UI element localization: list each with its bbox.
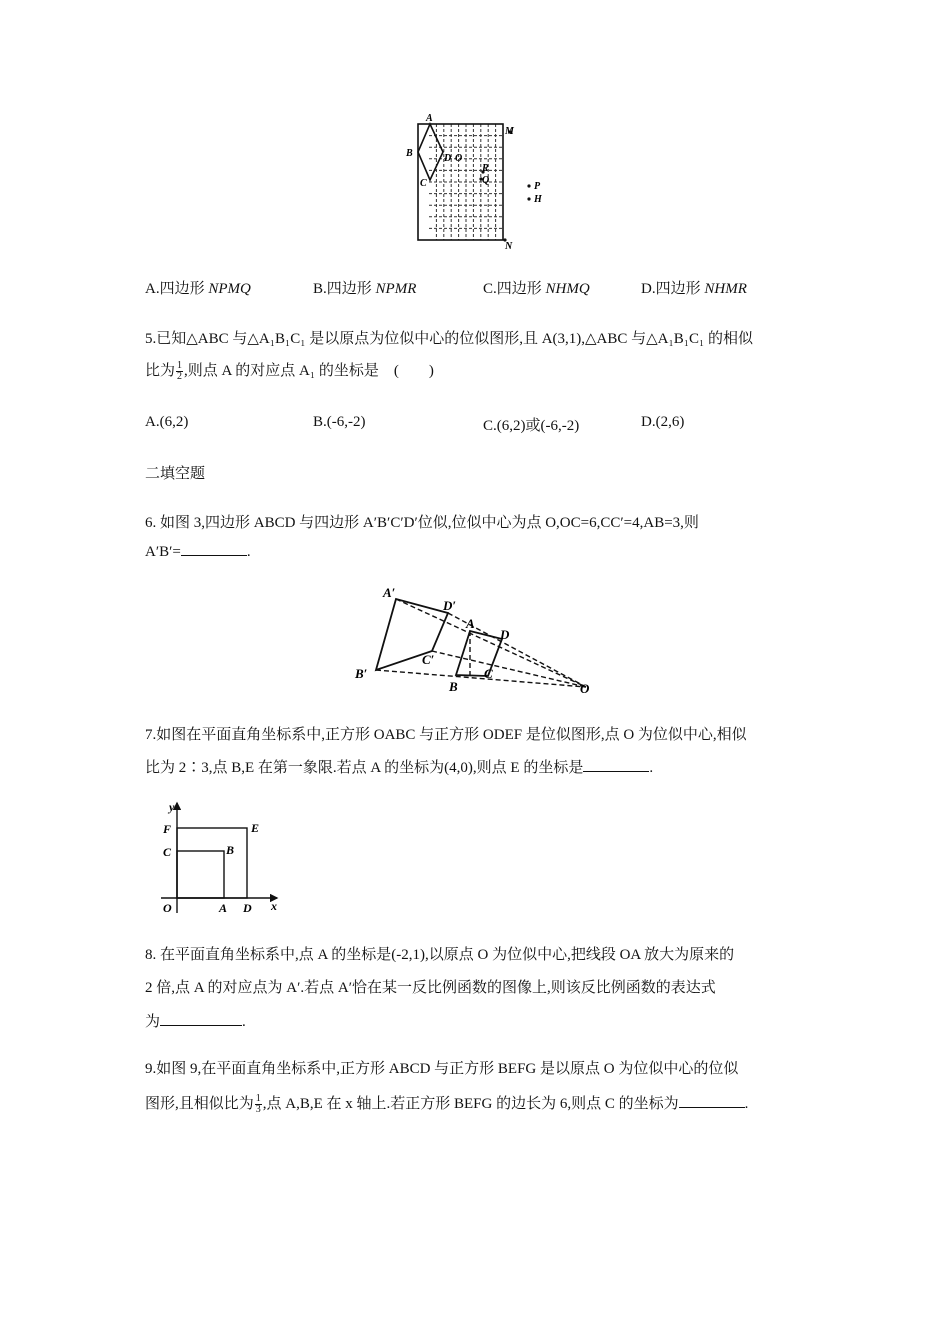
q7-line-2: 比为 2∶3,点 B,E 在第一象限.若点 A 的坐标为(4,0),则点 E 的坐标是 . bbox=[145, 760, 654, 776]
grid-lines bbox=[429, 124, 503, 240]
label-o: O bbox=[580, 681, 590, 696]
q8-line-3: 为 . bbox=[145, 1014, 246, 1030]
square-oabc bbox=[177, 851, 224, 898]
label-c: C bbox=[484, 666, 493, 681]
label-c: C bbox=[163, 845, 172, 859]
label-q: Q bbox=[482, 175, 490, 186]
fraction-one-half: $\frac{1}{2}$ bbox=[177, 360, 183, 383]
q4-option-a: A.四边形 NPMQ bbox=[145, 281, 251, 297]
label-e: E bbox=[251, 821, 260, 835]
label-b-prime: B′ bbox=[355, 666, 368, 681]
q6-line-2: A′B′= . bbox=[145, 544, 251, 560]
answer-blank bbox=[679, 1106, 745, 1108]
label-h: H bbox=[534, 194, 542, 205]
q9-line-2: 图形,且相似比为 $\frac{1}{3}$ ,点 A,B,E 在 x 轴上.若正方形 BEFG 的边长为 6,则点 C 的坐标为 . bbox=[145, 1093, 749, 1116]
q8-line-1: 8. 在平面直角坐标系中,点 A 的坐标是(-2,1),以原点 O 为位似中心,把线段 OA 放大为原来的 bbox=[145, 947, 735, 963]
q5-line-1: 5.已知△ABC 与△A₁B₁C₁ 是以原点为位似中心的位似图形,且 A(3,1),△ABC 与△A₁B₁C₁ 的相似 bbox=[145, 331, 753, 347]
q4-option-c: C.四边形 NHMQ bbox=[483, 281, 590, 297]
label-y: y bbox=[169, 800, 175, 814]
square-odef bbox=[177, 828, 247, 898]
q5-option-c: C.(6,2)或(-6,-2) bbox=[483, 418, 580, 434]
label-b: B bbox=[226, 843, 235, 857]
label-x: x bbox=[271, 899, 277, 913]
label-a-prime: A′ bbox=[383, 585, 396, 600]
label-d-prime: D′ bbox=[443, 598, 457, 613]
label-p: P bbox=[534, 181, 541, 192]
homothety-figure bbox=[350, 583, 600, 698]
label-a: A bbox=[466, 616, 475, 631]
q4-option-b: B.四边形 NPMR bbox=[313, 281, 417, 297]
label-o: O bbox=[455, 153, 463, 164]
q4-option-d: D.四边形 NHMR bbox=[641, 281, 747, 297]
q5-option-b: B.(-6,-2) bbox=[313, 414, 366, 430]
coordinate-figure bbox=[155, 797, 285, 919]
q5-line-2: 比为 $\frac{1}{2}$ ,则点 A 的对应点 A₁ 的坐标是 ( ) bbox=[145, 360, 434, 383]
rhombus-abcd bbox=[418, 124, 443, 180]
grid-figure bbox=[405, 112, 555, 254]
q6-line-1: 6. 如图 3,四边形 ABCD 与四边形 A′B′C′D′位似,位似中心为点 O,OC=6,CC′=4,AB=3,则 bbox=[145, 515, 699, 531]
q8-line-2: 2 倍,点 A 的对应点为 A′.若点 A′恰在某一反比例函数的图像上,则该反比例函数的表达式 bbox=[145, 980, 716, 996]
label-a: A bbox=[426, 113, 433, 124]
answer-blank bbox=[181, 554, 247, 556]
section-title: 二填空题 bbox=[145, 466, 206, 482]
label-o: O bbox=[163, 901, 172, 915]
label-c: C bbox=[420, 178, 427, 189]
q9-line-1: 9.如图 9,在平面直角坐标系中,正方形 ABCD 与正方形 BEFG 是以原点 O 为位似中心的位似 bbox=[145, 1061, 739, 1077]
label-b: B bbox=[406, 148, 413, 159]
fraction-one-third: $\frac{1}{3}$ bbox=[255, 1093, 261, 1116]
label-d: D bbox=[243, 901, 252, 915]
q5-option-a: A.(6,2) bbox=[145, 414, 189, 430]
label-d: D bbox=[500, 627, 510, 642]
quad-a1b1c1d1 bbox=[376, 599, 448, 670]
answer-blank bbox=[160, 1024, 242, 1026]
label-a: A bbox=[219, 901, 228, 915]
label-b: B bbox=[449, 679, 458, 694]
label-r: R bbox=[482, 163, 489, 174]
q5-option-d: D.(2,6) bbox=[641, 414, 685, 430]
label-m: M bbox=[505, 126, 514, 137]
label-d: D bbox=[444, 153, 452, 164]
q7-line-1: 7.如图在平面直角坐标系中,正方形 OABC 与正方形 ODEF 是位似图形,点 O 为位似中心,相似 bbox=[145, 727, 747, 743]
label-n: N bbox=[505, 241, 513, 252]
answer-blank bbox=[583, 770, 649, 772]
label-c-prime: C′ bbox=[422, 652, 435, 667]
label-f: F bbox=[163, 822, 172, 836]
